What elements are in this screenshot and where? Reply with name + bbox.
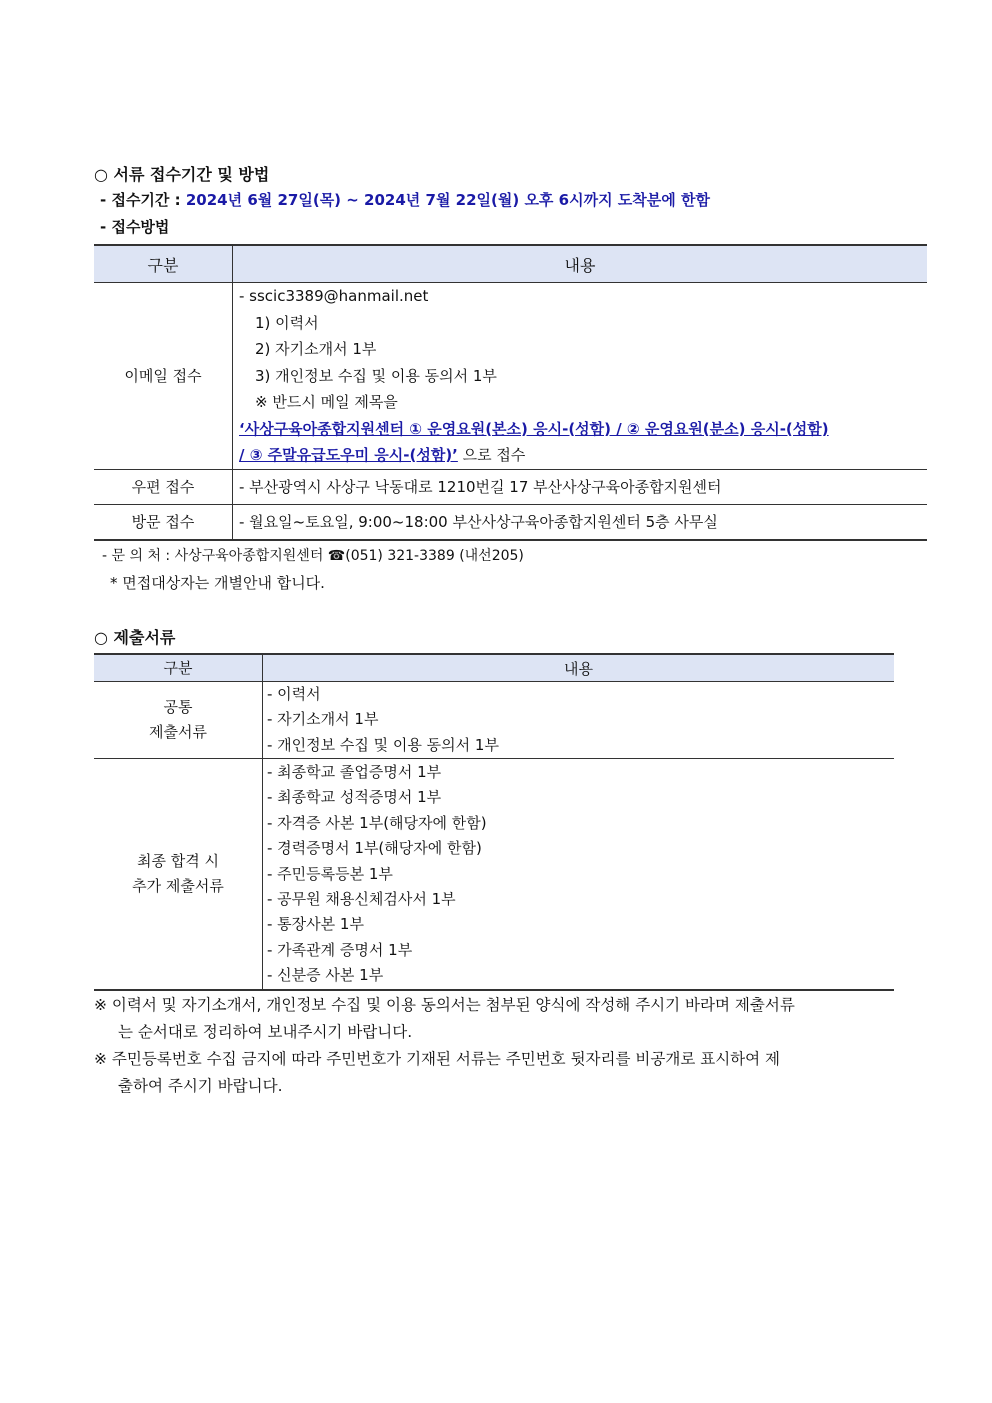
application-period <box>100 189 710 210</box>
row-label-post: 우편 접수 <box>94 469 233 504</box>
period-label: - 접수기간 : <box>100 191 186 209</box>
row-label-final: 최종 합격 시 추가 제출서류 <box>94 759 263 991</box>
list-item: - 통장사본 1부 <box>267 915 364 934</box>
post-content: - 부산광역시 사상구 낙동대로 1210번길 17 부산사상구육아종합지원센터 <box>233 469 928 504</box>
table-row <box>94 504 927 540</box>
list-item: 1) 이력서 <box>255 313 319 332</box>
visit-content: - 월요일~토요일, 9:00~18:00 부산사상구육아종합지원센터 5층 사무실 <box>233 504 928 540</box>
method-label: - 접수방법 <box>100 218 170 236</box>
list-item: - 공무원 채용신체검사서 1부 <box>267 889 456 908</box>
table-row <box>94 682 894 759</box>
list-item: - 최종학교 성적증명서 1부 <box>267 788 442 807</box>
list-item: - 개인정보 수집 및 이용 동의서 1부 <box>267 735 499 754</box>
list-item: - 자기소개서 1부 <box>267 710 379 729</box>
table-row <box>94 469 927 504</box>
common-documents <box>263 682 895 759</box>
table-row <box>94 759 894 991</box>
contact-info: - 문 의 처 : 사상구육아종합지원센터 ☎(051) 321-3389 (내선205) <box>102 548 524 564</box>
header-category: 구분 <box>94 245 233 283</box>
section-title-documents: ○ 제출서류 <box>94 628 176 647</box>
list-item: 2) 자기소개서 1부 <box>255 340 377 358</box>
list-item: - 최종학교 졸업증명서 1부 <box>267 762 442 781</box>
subject-instruction: ※ 반드시 메일 제목을 <box>255 393 398 411</box>
note-documents-order: ※ 이력서 및 자기소개서, 개인정보 수집 및 이용 동의서는 첨부된 양식에 작성해 주시기 바라며 제출서류 는 순서대로 정리하여 보내주시기 바랍니다. <box>94 996 795 1041</box>
interview-note: * 면접대상자는 개별안내 합니다. <box>110 574 325 592</box>
table-header-row <box>94 654 894 682</box>
application-method-table <box>94 244 927 541</box>
header-category: 구분 <box>94 654 263 682</box>
header-content: 내용 <box>233 245 928 283</box>
table-header-row <box>94 245 927 283</box>
row-label-visit: 방문 접수 <box>94 504 233 540</box>
email-content <box>233 283 928 470</box>
email-address: - sscic3389@hanmail.net <box>239 287 429 305</box>
list-item: - 이력서 <box>267 685 321 703</box>
subject-format-line2: / ③ 주말유급도우미 응시-(성함)’ 으로 접수 <box>239 446 526 464</box>
row-label-common: 공통 제출서류 <box>94 682 263 759</box>
list-item: - 주민등록등본 1부 <box>267 864 393 883</box>
documents-table <box>94 653 894 991</box>
section-title-application: ○ 서류 접수기간 및 방법 <box>94 165 270 184</box>
table-row <box>94 283 927 470</box>
header-content: 내용 <box>263 654 895 682</box>
final-documents <box>263 759 895 991</box>
list-item: - 자격증 사본 1부(해당자에 한함) <box>267 813 487 832</box>
list-item: - 신분증 사본 1부 <box>267 966 384 985</box>
period-value: 2024년 6월 27일(목) ~ 2024년 7월 22일(월) 오후 6시까지 도착분에 한함 <box>185 191 710 209</box>
subject-format-line1: ‘사상구육아종합지원센터 ① 운영요원(본소) 응시-(성함) / ② 운영요원(분소) 응시-(성함) <box>239 419 829 438</box>
list-item: - 경력증명서 1부(해당자에 한함) <box>267 839 482 858</box>
list-item: - 가족관계 증명서 1부 <box>267 940 413 959</box>
row-label-email: 이메일 접수 <box>94 283 233 470</box>
list-item: 3) 개인정보 수집 및 이용 동의서 1부 <box>255 366 497 385</box>
subject-suffix: 으로 접수 <box>457 446 526 464</box>
note-resident-number: ※ 주민등록번호 수집 금지에 따라 주민번호가 기재된 서류는 주민번호 뒷자리를 비공개로 표시하여 제 출하여 주시기 바랍니다. <box>94 1050 781 1095</box>
